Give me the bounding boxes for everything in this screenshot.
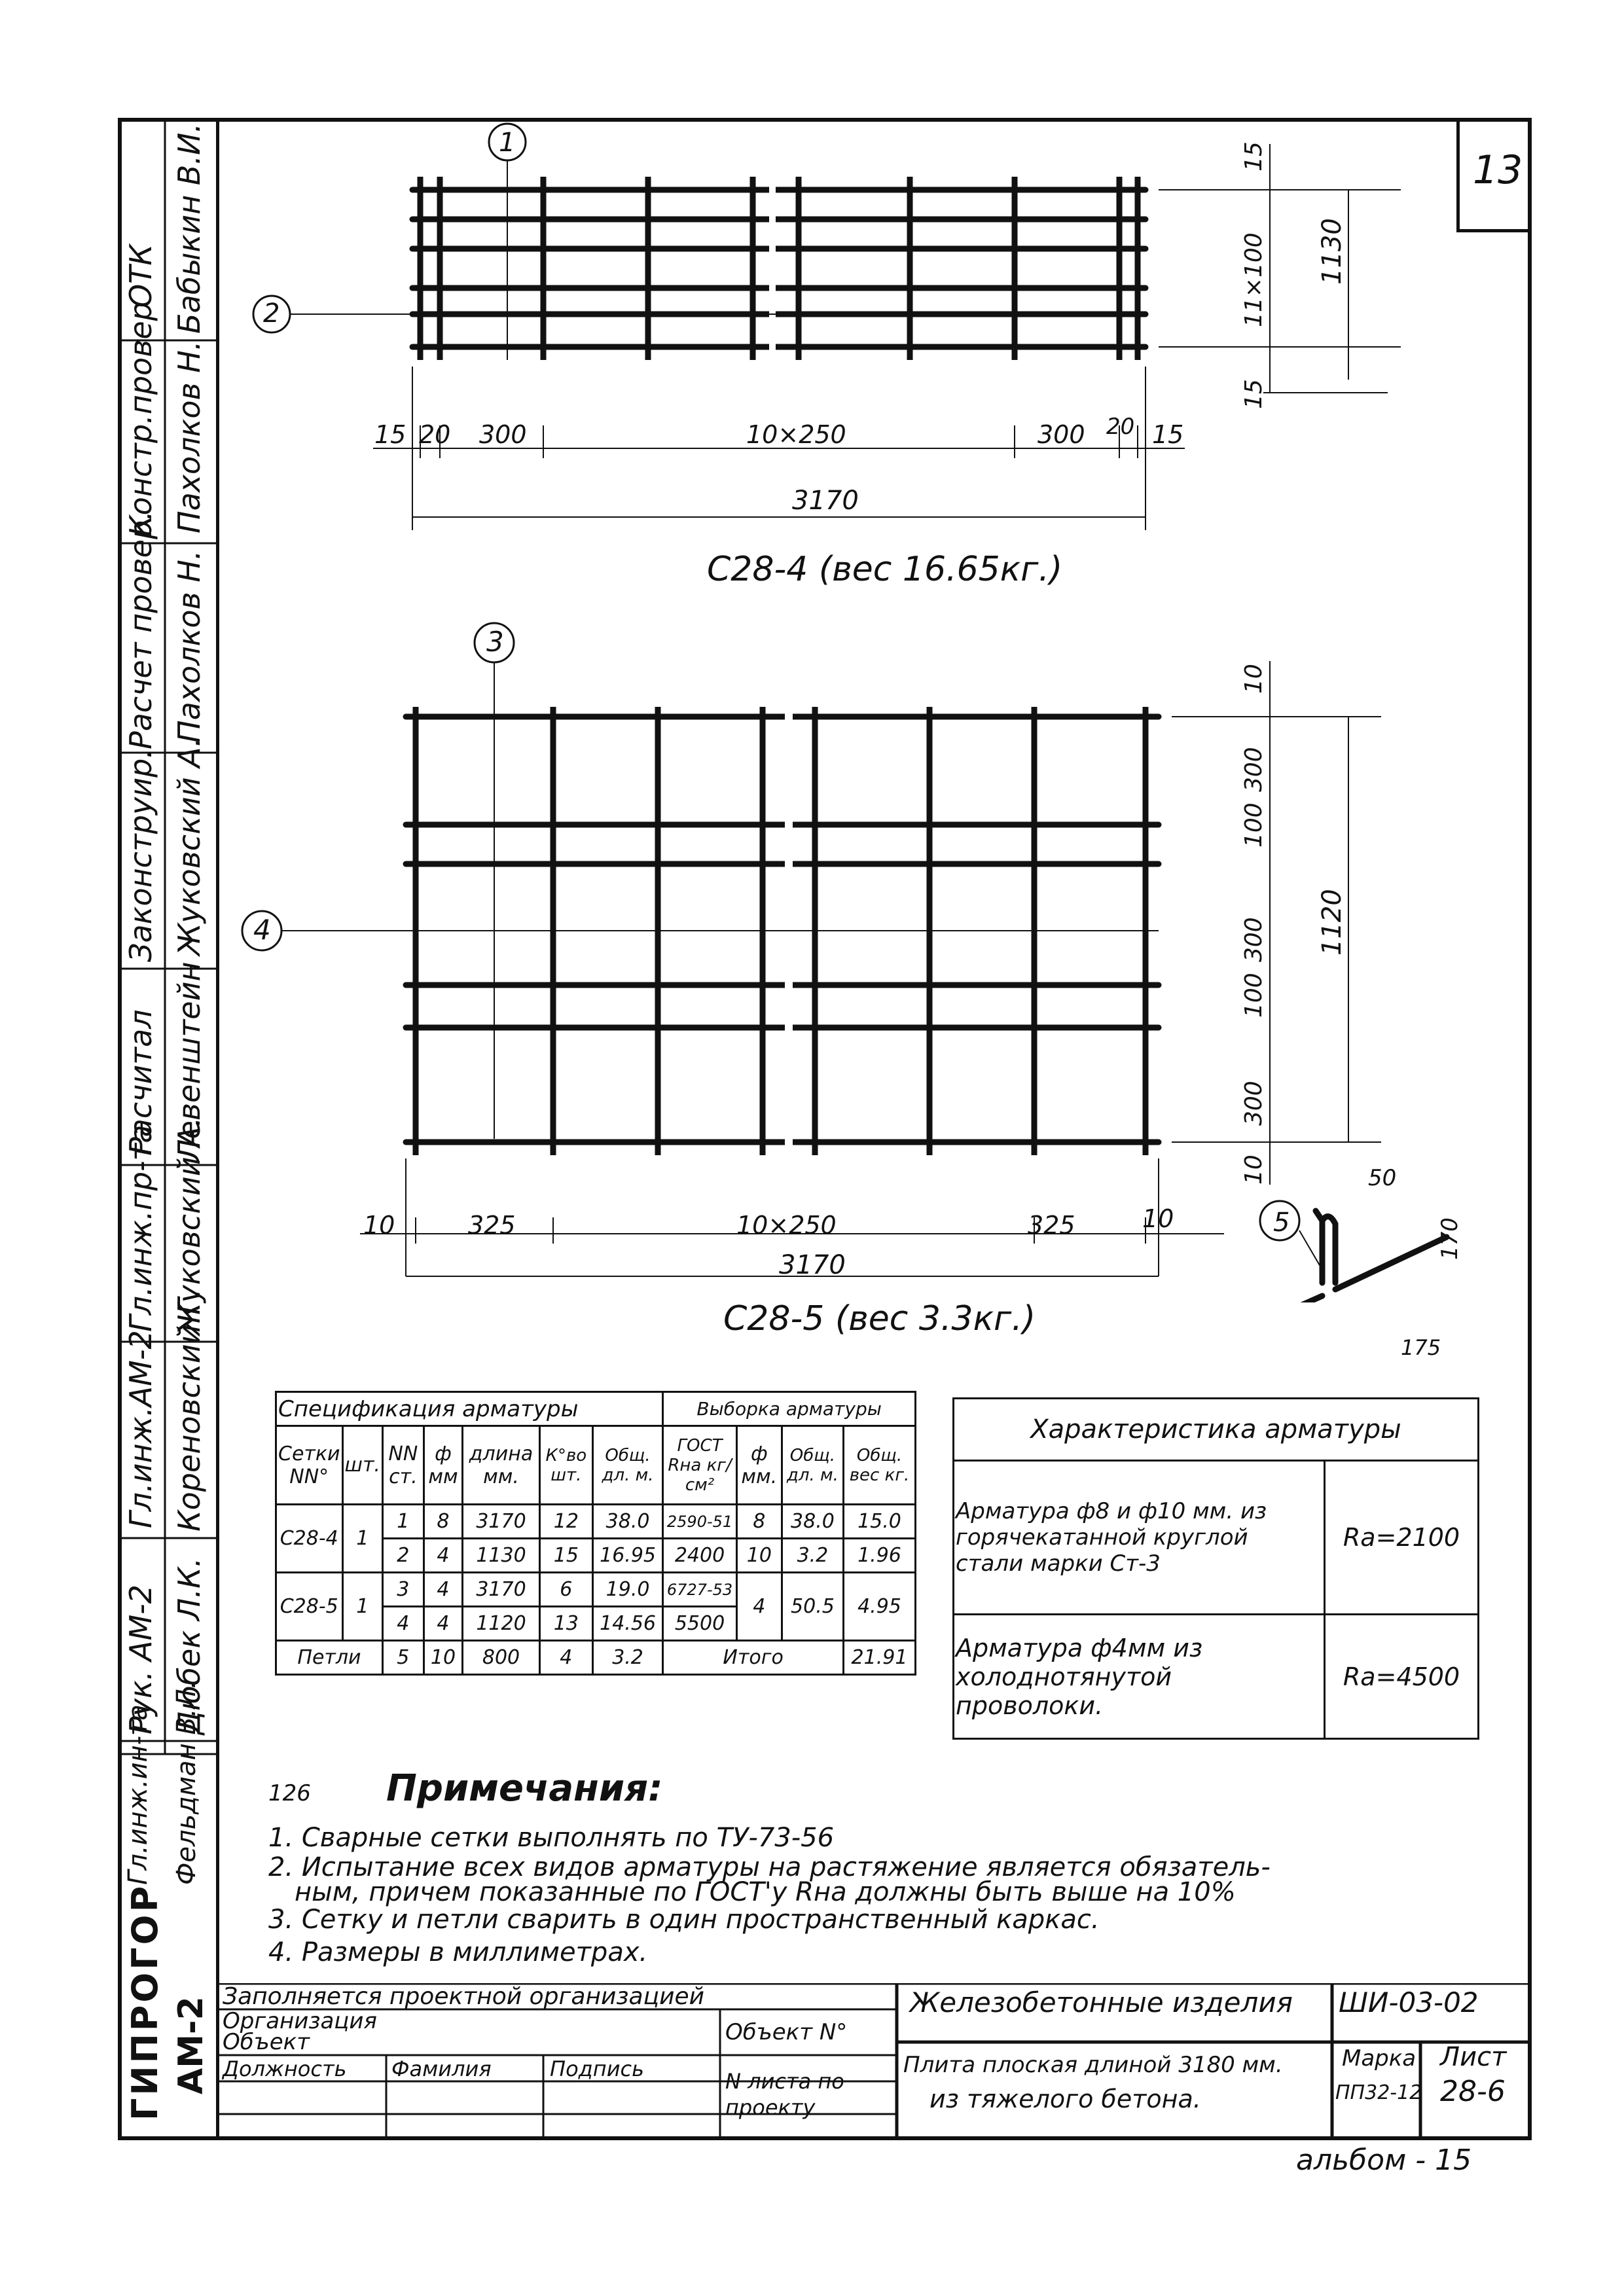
- mesh2-dim-r3: 300: [1240, 917, 1267, 962]
- h-phi2: ф мм.: [736, 1426, 782, 1505]
- tb-desc-1: Плита плоская длиной 3180 мм.: [903, 2052, 1283, 2078]
- h-phi: ф мм: [424, 1426, 462, 1505]
- mesh1-dim-r0: 15: [1240, 141, 1267, 171]
- tb-desc-2: из тяжелого бетона.: [929, 2085, 1201, 2113]
- side-name-0: Бабыкин В.И.: [171, 122, 207, 334]
- side-name-4: Левенштейн: [171, 961, 207, 1162]
- side-role-5: Гл.инж.пр-та: [123, 1124, 158, 1332]
- mesh2-dim-r0: 10: [1240, 664, 1267, 694]
- note-2: 2. Испытание всех видов арматуры на растяжение является обязатель-: [268, 1852, 1271, 1882]
- mesh1-caption: С28-4 (вес 16.65кг.): [707, 550, 1063, 589]
- mesh1-dim-r2: 15: [1240, 379, 1267, 409]
- mesh2-dim-r4: 100: [1240, 973, 1267, 1018]
- mesh2-dim-b3: 325: [1028, 1211, 1075, 1240]
- char-table: [952, 1397, 1479, 1740]
- tb-sheet-no: N листа по проекту: [725, 2069, 844, 2120]
- loops-label: Петли: [276, 1641, 383, 1675]
- h-qty: шт.: [342, 1426, 382, 1505]
- total-value: 21.91: [844, 1641, 916, 1675]
- side-role-4: Расчитал: [123, 1009, 158, 1155]
- char-r1-val: Ra=2100: [1325, 1461, 1479, 1615]
- side-name-8: Фельдман В.Л.: [171, 1680, 202, 1885]
- mesh2-drawing: [216, 609, 1460, 1302]
- tb-org: Организация: [223, 2008, 377, 2034]
- side-role-0: ОТК: [123, 244, 158, 308]
- mesh1-dim-b2: 300: [479, 420, 527, 449]
- mesh2-dim-b2: 10×250: [736, 1211, 837, 1240]
- tb-sheet-label: Лист: [1440, 2042, 1507, 2072]
- side-role-3: Законструир.: [123, 749, 158, 962]
- loop-dim-2: 175: [1401, 1335, 1441, 1360]
- tb-mark: ПП32-12: [1335, 2081, 1422, 2104]
- mesh1-dim-b3: 10×250: [746, 420, 846, 449]
- h-gost: ГОСТ Rна кг/см²: [663, 1426, 737, 1505]
- side-name-1: Пахолков Н.: [171, 340, 207, 533]
- net-2: С28-5: [276, 1573, 343, 1641]
- side-name-6: Кореновский Г.: [171, 1288, 207, 1532]
- album-label: альбом - 15: [1296, 2144, 1472, 2177]
- tb-product: Железобетонные изделия: [910, 1986, 1293, 2018]
- mesh1-overall-right: 1130: [1317, 218, 1347, 285]
- char-r2-val: Ra=4500: [1325, 1615, 1479, 1739]
- mesh1-dim-b5: 20: [1106, 414, 1135, 440]
- h-count: К°во шт.: [539, 1426, 592, 1505]
- mesh1-dim-r1: 11×100: [1240, 232, 1267, 327]
- mesh1-dim-b4: 300: [1038, 420, 1085, 449]
- h-weight: Общ. вес кг.: [844, 1426, 916, 1505]
- mesh2-dim-r6: 10: [1240, 1155, 1267, 1185]
- spec-title: Спецификация арматуры: [276, 1392, 663, 1426]
- tb-col-0: Должность: [223, 2056, 347, 2081]
- mesh2-dim-r1: 300: [1240, 747, 1267, 792]
- mesh1-callout-1: 1: [499, 128, 516, 158]
- sheet-number: 13: [1473, 147, 1523, 193]
- mesh2-dim-r2: 100: [1240, 802, 1267, 848]
- char-title: Характеристика арматуры: [954, 1399, 1479, 1461]
- side-role-6: Гл.инж.АМ-2: [123, 1330, 158, 1528]
- h-nn: Сетки NN°: [276, 1426, 343, 1505]
- tb-col-2: Подпись: [550, 2056, 644, 2081]
- note-2b: ным, причем показанные по ГОСТ'у Rна должны быть выше на 10%: [295, 1877, 1236, 1907]
- h-total: Общ. дл. м.: [592, 1426, 662, 1505]
- total-label: Итого: [663, 1641, 844, 1675]
- h-total2: Общ. дл. м.: [782, 1426, 843, 1505]
- tb-col-1: Фамилия: [391, 2056, 492, 2081]
- notes-title: Примечания:: [386, 1767, 663, 1810]
- mesh2-overall: 3170: [779, 1250, 846, 1280]
- loop-callout-5: 5: [1273, 1208, 1290, 1238]
- tb-series: ШИ-03-02: [1339, 1986, 1479, 2018]
- mesh1-overall: 3170: [792, 486, 859, 516]
- tb-mark-label: Марка: [1342, 2045, 1416, 2072]
- side-code: АМ-2: [171, 1996, 211, 2094]
- mesh2-dim-r5: 300: [1240, 1081, 1267, 1126]
- side-role-8: Гл.инж.ин-та: [123, 1704, 153, 1885]
- net-1: С28-4: [276, 1505, 343, 1573]
- mesh1-dim-b6: 15: [1152, 420, 1184, 449]
- mesh1-callout-2: 2: [263, 298, 280, 329]
- mesh2-callout-3: 3: [486, 626, 504, 658]
- side-org: ГИПРОГОР: [124, 1883, 166, 2121]
- note-3: 3. Сетку и петли сварить в один пространственный каркас.: [268, 1905, 1100, 1935]
- mesh2-caption: С28-5 (вес 3.3кг.): [723, 1299, 1036, 1338]
- note-1: 1. Сварные сетки выполнять по ТУ-73-56: [268, 1823, 835, 1853]
- loop-dim-1: 170: [1437, 1217, 1463, 1260]
- h-len: длина мм.: [463, 1426, 540, 1505]
- tb-sheet: 28-6: [1440, 2075, 1506, 2108]
- h-rod: NN ст.: [382, 1426, 424, 1505]
- spec-table: Спецификация арматуры Выборка арматуры Сетки NN° шт. NN ст. ф мм длина мм. К°во шт. Общ. дл. м. ГОСТ Rна кг/см² ф мм. Общ. дл. м. Общ. вес кг. С28-4 1 1 8 3170 12 38.0 2590-51 8 38.0 15.0 2 4 1130 15 16.95 2400 10 3.2 1.96 С28-5 1 3 4 3170 6 19.0 6727-53 4 50.5 4.95 4 4 1120 13 14.56 5500 Петли 5 10 800 4 3.2 Итого 21.91: [275, 1391, 916, 1676]
- tb-obj-no: Объект N°: [725, 2019, 848, 2045]
- spec-title-right: Выборка арматуры: [663, 1392, 916, 1426]
- mesh2-dim-b0: 10: [363, 1211, 395, 1240]
- char-r1-text: Арматура ф8 и ф10 мм. из горячекатанной круглой стали марки Ст-3: [954, 1461, 1325, 1615]
- mesh2-overall-right: 1120: [1317, 889, 1347, 956]
- mesh1-dim-b1: 20: [419, 420, 451, 449]
- mesh2-callout-4: 4: [253, 914, 271, 946]
- loop-dim-0: 50: [1368, 1165, 1397, 1191]
- tb-filled-by: Заполняется проектной организацией: [223, 1983, 705, 2010]
- note-4: 4. Размеры в миллиметрах.: [268, 1937, 648, 1967]
- side-name-5: Жуковский А.: [171, 1117, 207, 1335]
- side-role-7: Рук. АМ-2: [123, 1584, 158, 1734]
- side-role-2: Расчет провер.: [123, 511, 158, 749]
- mesh2-dim-b1: 325: [468, 1211, 516, 1240]
- mesh2-dim-b4: 10: [1142, 1204, 1174, 1233]
- side-role-1: Констр.провер: [123, 302, 158, 537]
- page-num: 126: [268, 1780, 311, 1806]
- char-r2-text: Арматура ф4мм из холоднотянутой проволоки.: [954, 1615, 1325, 1739]
- tb-obj: Объект: [223, 2029, 310, 2055]
- mesh1-dim-b0: 15: [374, 420, 406, 449]
- side-name-7: Дюбек Л.К.: [171, 1557, 207, 1734]
- side-name-3: Жуковский А.: [171, 737, 207, 956]
- side-name-2: Пахолков Н.: [171, 550, 207, 743]
